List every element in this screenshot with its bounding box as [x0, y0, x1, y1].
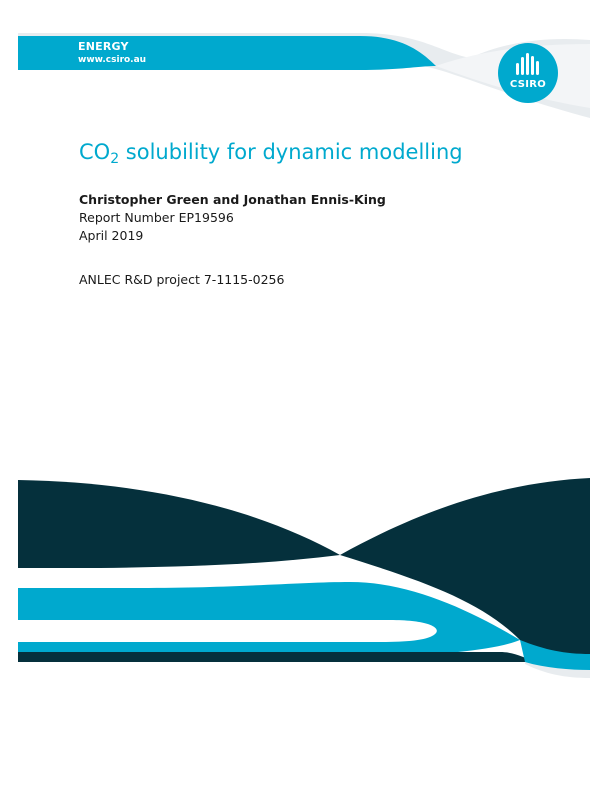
footer-dark-line [18, 652, 535, 662]
title-prefix: CO [79, 140, 111, 164]
footer-dark-left [18, 480, 340, 568]
footer-white-stripe [18, 620, 437, 642]
report-number: Report Number EP19596 [79, 210, 234, 225]
footer-graphic [0, 470, 609, 690]
project-reference: ANLEC R&D project 7-1115-0256 [79, 272, 285, 287]
document-title [79, 140, 463, 167]
csiro-logo-icon [498, 43, 558, 103]
title-subscript: 2 [110, 151, 120, 167]
division-label: ENERGY [78, 40, 129, 53]
title-suffix: solubility for dynamic modelling [119, 140, 463, 164]
authors: Christopher Green and Jonathan Ennis-King [79, 192, 386, 207]
logo-text: CSIRO [509, 79, 547, 90]
csiro-logo-bars-icon [514, 53, 542, 77]
website-link[interactable]: www.csiro.au [78, 55, 147, 65]
report-date: April 2019 [79, 228, 144, 243]
